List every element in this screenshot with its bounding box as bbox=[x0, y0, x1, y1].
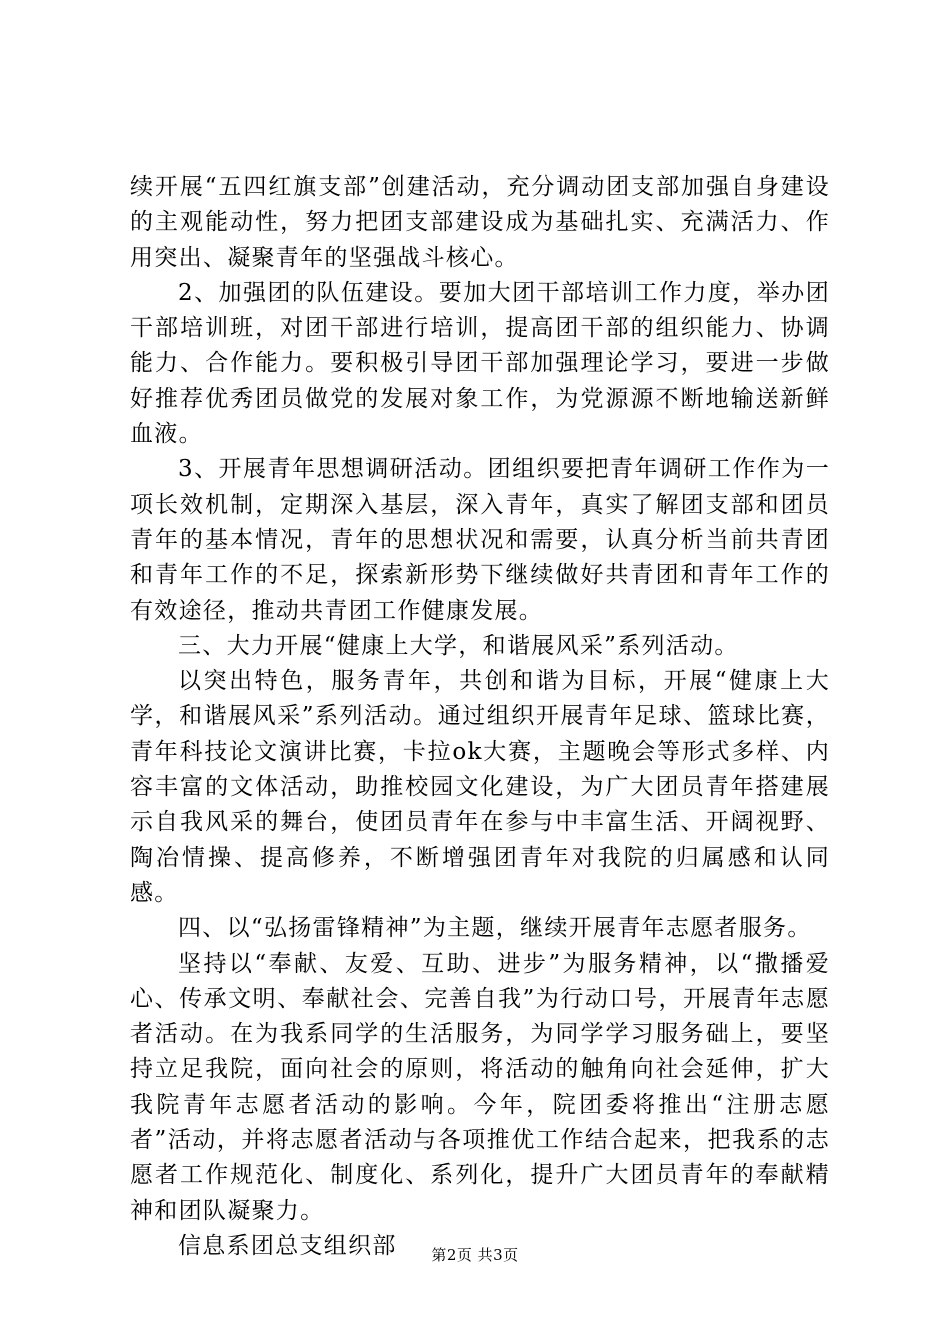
paragraph-volunteer-service: 坚持以“奉献、友爱、互助、进步”为服务精神，以“撒播爱心、传承文明、奉献社会、完善自我”为行动口号，开展青年志愿者活动。在为我系同学的生活服务，为同学学习服务础上，要坚持立足我院，面向社会的原则，将活动的触角向社会延伸，扩大我院青年志愿者活动的影响。今年，院团委将推出“注册志愿者”活动，并将志愿者活动与各项推优工作结合起来，把我系的志愿者工作规范化、制度化、系列化，提升广大团员青年的奉献精神和团队凝聚力。 bbox=[130, 950, 830, 1224]
paragraph-health-activities: 以突出特色，服务青年，共创和谐为目标，开展“健康上大学，和谐展风采”系列活动。通过组织开展青年足球、篮球比赛，青年科技论文演讲比赛，卡拉ok大赛，主题晚会等形式多样、内容丰富的文体活动，助推校园文化建设，为广大团员青年搭建展示自我风采的舞台，使团员青年在参与中丰富生活、开阔视野、陶冶情操、提高修养，不断增强团青年对我院的归属感和认同感。 bbox=[130, 668, 830, 906]
page-number-footer: 第2页 共3页 bbox=[431, 1246, 519, 1264]
paragraph-youth-research: 3、开展青年思想调研活动。团组织要把青年调研工作作为一项长效机制，定期深入基层，深入青年，真实了解团支部和团员青年的基本情况，青年的思想状况和需要，认真分析当前共青团和青年工作的不足，探索新形势下继续做好共青团和青年工作的有效途径，推动共青团工作健康发展。 bbox=[130, 456, 830, 624]
section-heading-four: 四、以“弘扬雷锋精神”为主题，继续开展青年志愿者服务。 bbox=[178, 915, 812, 942]
document-body bbox=[130, 170, 830, 1264]
paragraph-team-building: 2、加强团的队伍建设。要加大团干部培训工作力度，举办团干部培训班，对团干部进行培训，提高团干部的组织能力、协调能力、合作能力。要积极引导团干部加强理论学习，要进一步做好推荐优秀团员做党的发展对象工作，为党源源不断地输送新鲜血液。 bbox=[130, 279, 830, 448]
section-heading-three: 三、大力开展“健康上大学，和谐展风采”系列活动。 bbox=[178, 632, 739, 659]
signature-organization: 信息系团总支组织部 bbox=[178, 1232, 397, 1259]
paragraph-continuation: 续开展“五四红旗支部”创建活动，充分调动团支部加强自身建设的主观能动性，努力把团支部建设成为基础扎实、充满活力、作用突出、凝聚青年的坚强战斗核心。 bbox=[130, 174, 830, 271]
